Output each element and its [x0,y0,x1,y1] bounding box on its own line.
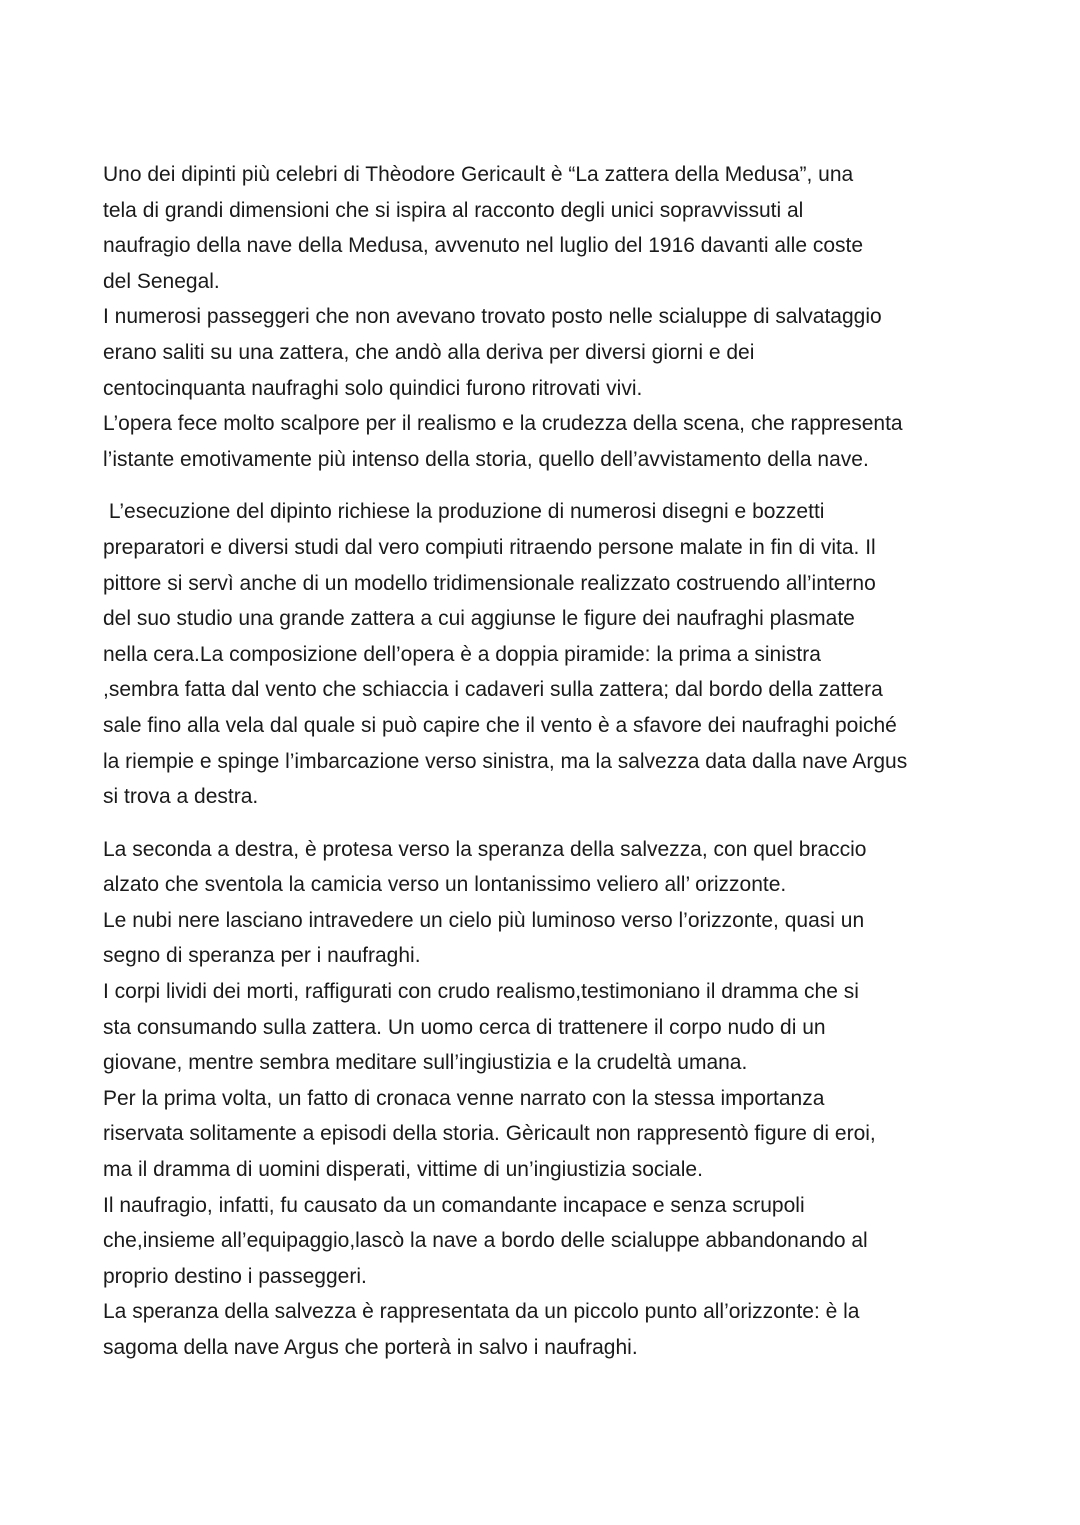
text-line: Uno dei dipinti più celebri di Thèodore Gericault è “La zattera della Medusa”, una [103,163,854,186]
text-line: segno di speranza per i naufraghi. [103,944,421,968]
document-body [103,157,1003,1366]
text-line: L’esecuzione del dipinto richiese la produzione di numerosi disegni e bozzetti [103,500,825,524]
text-line: tela di grandi dimensioni che si ispira al racconto degli unici sopravvissuti al [103,198,804,222]
text-line: sagoma della nave Argus che porterà in salvo i naufraghi. [103,1336,638,1359]
paragraph [103,157,1003,477]
paragraph [103,832,1003,1366]
text-line: I numerosi passeggeri che non avevano trovato posto nelle scialuppe di salvataggio [103,305,882,329]
text-line: alzato che sventola la camicia verso un lontanissimo veliero all’ orizzonte. [103,873,787,897]
text-line: del suo studio una grande zattera a cui aggiunse le figure dei naufraghi plasmate [103,607,855,631]
text-line: Per la prima volta, un fatto di cronaca venne narrato con la stessa importanza [103,1086,825,1110]
paragraph-gap [103,477,1003,494]
text-line: pittore si servì anche di un modello tridimensionale realizzato costruendo all’interno [103,571,876,595]
text-line: sta consumando sulla zattera. Un uomo cerca di trattenere il corpo nudo di un [103,1015,826,1039]
text-line: ,sembra fatta dal vento che schiaccia i cadaveri sulla zattera; dal bordo della zattera [103,678,883,702]
text-line: L’opera fece molto scalpore per il realismo e la crudezza della scena, che rappresenta [103,412,903,436]
text-line: Le nubi nere lasciano intravedere un cielo più luminoso verso l’orizzonte, quasi un [103,908,865,932]
text-line: che,insieme all’equipaggio,lascò la nave a bordo delle scialuppe abbandonando al [103,1229,868,1253]
text-line: naufragio della nave della Medusa, avvenuto nel luglio del 1916 davanti alle coste [103,234,864,258]
text-line: proprio destino i passeggeri. [103,1264,367,1288]
text-line: preparatori e diversi studi dal vero compiuti ritraendo persone malate in fin di vita. Il [103,535,876,559]
text-line: sale fino alla vela dal quale si può capire che il vento è a sfavore dei naufraghi poiché [103,713,897,737]
text-line: La speranza della salvezza è rappresentata da un piccolo punto all’orizzonte: è la [103,1300,860,1324]
text-line: l’istante emotivamente più intenso della storia, quello dell’avvistamento della nave. [103,447,869,471]
text-line: I corpi lividi dei morti, raffigurati con crudo realismo,testimoniano il dramma che si [103,980,859,1004]
text-line: si trova a destra. [103,785,259,809]
paragraph-gap [103,815,1003,832]
text-line: giovane, mentre sembra meditare sull’ingiustizia e la crudeltà umana. [103,1051,748,1075]
text-line: nella cera.La composizione dell’opera è a doppia piramide: la prima a sinistra [103,642,821,666]
text-line: ma il dramma di uomini disperati, vittime di un’ingiustizia sociale. [103,1158,703,1182]
text-line: riservata solitamente a episodi della storia. Gèricault non rappresentò figure di eroi, [103,1122,876,1146]
paragraph [103,494,1003,814]
text-line: la riempie e spinge l’imbarcazione verso sinistra, ma la salvezza data dalla nave Argus [103,749,908,773]
text-line: Il naufragio, infatti, fu causato da un comandante incapace e senza scrupoli [103,1193,805,1217]
text-line: La seconda a destra, è protesa verso la speranza della salvezza, con quel braccio [103,837,867,861]
text-line: erano saliti su una zattera, che andò alla deriva per diversi giorni e dei [103,340,755,364]
text-line: centocinquanta naufraghi solo quindici furono ritrovati vivi. [103,376,643,400]
text-line: del Senegal. [103,269,220,293]
